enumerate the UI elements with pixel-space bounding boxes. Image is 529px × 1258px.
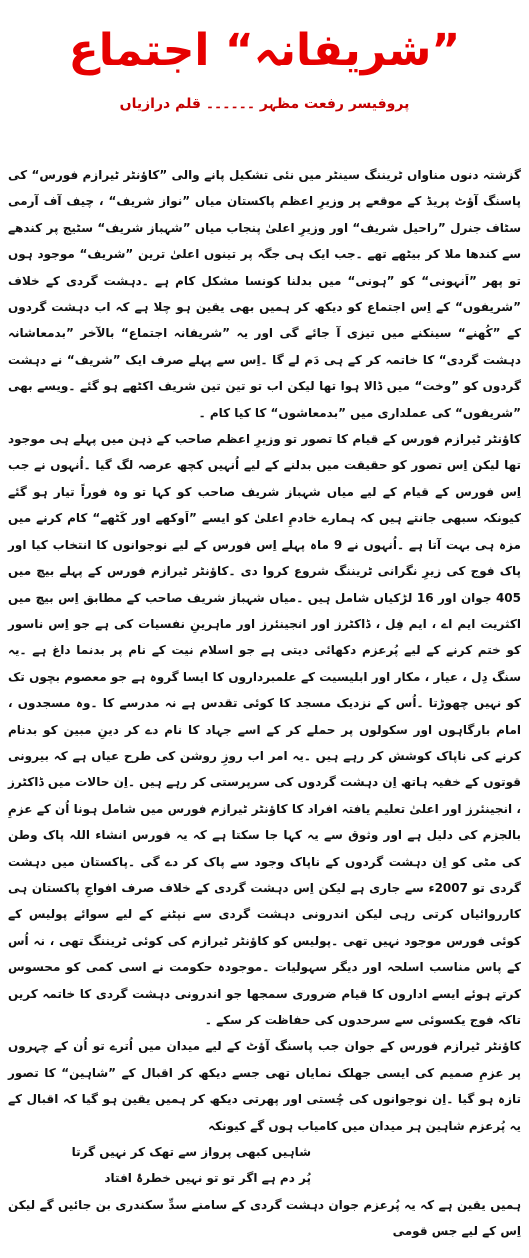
article-closing <box>8 1192 521 1245</box>
poetry-verse <box>8 1139 521 1192</box>
article-body <box>8 162 521 1139</box>
article-paragraph: کاؤنٹر ٹیرازم فورس کے جوان جب پاسنگ آؤٹ کے لیے میدان میں اُترے تو اُن کے چہروں پر عزمِ صمیم کی ایسی جھلک نمایاں تھی جسے دیکھ کر اقبال کے ”شاہین“ کا تصور تازہ ہو گیا ۔اِن نوجوانوں کی چُستی اور پھرتی دیکھ کر ہمیں یقین ہو گیا کہ اقبال کے یہ پُرعزم شاہین ہر میدان میں کامیاب ہوں گے کیونکہ <box>8 1039 521 1133</box>
article-paragraph: ہمیں یقین ہے کہ یہ پُرعزم جوان دہشت گردی کے سامنے سدِّ سکندری بن جائیں گے لیکن اِس کے لیے جس قومی <box>8 1197 521 1239</box>
author-byline: پروفیسر رفعت مظہر ۔۔۔۔۔۔ قلم درازیاں <box>119 96 410 112</box>
verse-line: شاہیں کبھی پرواز سے تھک کر نہیں گرتا <box>71 1145 311 1160</box>
article-paragraph: گزشتہ دنوں مناواں ٹریننگ سینٹر میں نئی تشکیل پانے والی ”کاؤنٹر ٹیرازم فورس“ کی پاسنگ آؤٹ پریڈ کے موقعے پر وزیرِ اعظم پاکستان میاں ”نواز شریف“ ، چیف آف آرمی سٹاف جنرل ”راحیل شریف“ اور وزیرِ اعلیٰ پنجاب میاں ”شہباز شریف“ سٹیج پر کندھے سے کندھا ملا کر بیٹھے تھے ۔جب ایک ہی جگہ پر تینوں اعلیٰ ترین ”شریف“ موجود ہوں تو پھر ”اَنہونی“ کو ”ہونی“ میں بدلنا کونسا مشکل کام ہے ۔دہشت گردی کے خلاف ”شریفوں“ کے اِس اجتماع کو دیکھ کر ہمیں بھی یقین ہو چلا ہے کہ اب دہشت گردوں کے ”کُھنے“ سینکنے میں تیزی آ جائے گی اور یہ ”شریفانہ اجتماع“ بالآخر ”بدمعاشانہ دہشت گردی“ کا خاتمہ کر کے ہی دَم لے گا ۔اِس سے پہلے صرف ایک ”شریف“ نے دہشت گردوں کو ”وخت“ میں ڈالا ہوا تھا لیکن اب تو تین تین شریف اکٹھے ہو گئے ۔ویسے بھی ”شریفوں“ کی عملداری میں ”بدمعاشوں“ کا کیا کام ۔ <box>8 168 521 420</box>
article-title: ”شریفانہ“ اجتماع <box>68 25 461 76</box>
article-paragraph: کاؤنٹر ٹیرازم فورس کے قیام کا تصور تو وزیرِ اعظم صاحب کے ذہن میں پہلے ہی موجود تھا لیکن اِس تصور کو حقیقت میں بدلنے کے لیے اُنہیں کچھ عرصہ لگ گیا ۔اُنہوں نے جب اِس فورس کے قیام کے لیے میاں شہباز شریف صاحب کو کہا تو وہ فوراً تیار ہو گئے کیونکہ سبھی جانتے ہیں کہ ہمارے خادمِ اعلیٰ کو ایسے ”اَوکھے اور کَٹھے“ کام کرنے میں مزہ ہی بہت آتا ہے ۔اُنہوں نے 9 ماہ پہلے اِس فورس کے لیے نوجوانوں کا انتخاب کیا اور پاک فوج کی زیرِ نگرانی ٹریننگ شروع کروا دی ۔کاؤنٹر ٹیرازم فورس کے پہلے بیچ میں 405 جوان اور 16 لڑکیاں شامل ہیں ۔میاں شہباز شریف صاحب کے مطابق اِس بیچ میں اکثریت ایم اے ، ایم فِل ، ڈاکٹرز اور انجینئرز اور ماہرینِ نفسیات کی ہے جو اِس ناسور کو ختم کرنے کے لیے پُرعزم دکھائی دیتی ہے جو اسلام نیت کے نام پر بدنما داغ ہے ۔یہ سنگ دِل ، عیار ، مکار اور ابلیسیت کے علمبرداروں کا ایسا گروہ ہے جو معصوم بچوں تک کو نہیں چھوڑتا ۔اُس کے نزدیک مسجد کا کوئی تقدس ہے نہ مدرسے کا ۔وہ مسجدوں ، امام بارگاہوں اور سکولوں پر حملے کر کے اسے جہاد کا نام دے کر دینِ مبین کو بدنام کرنے کی ناپاک کوشش کر رہے ہیں ۔یہ امر اب روزِ روشن کی طرح عیاں ہے کہ بیرونی قوتوں کے خفیہ ہاتھ اِن دہشت گردوں کی سرپرستی کر رہے ہیں ۔اِن حالات میں ڈاکٹرز ، انجینئرز اور اعلیٰ تعلیم یافتہ افراد کا کاؤنٹر ٹیرازم فورس میں شامل ہونا اُن کے عزمِ بالجزم کی دلیل ہے اور وثوق سے یہ کہا جا سکتا ہے کہ یہ فورس انشاء اللہ پاک وطن کی مٹی کو اِن دہشت گردوں کے ناپاک وجود سے پاک کر دے گی ۔پاکستان میں دہشت گردی تو 2007ء سے جاری ہے لیکن اِس دہشت گردی کے خلاف صرف افواجِ پاکستان ہی کارروائیاں کرتی رہی لیکن اندرونی دہشت گردی سے نپٹنے کے لیے سوائے پولیس کے کوئی فورس موجود نہیں تھی ۔پولیس کو کاؤنٹر ٹیرازم کی کوئی ٹریننگ تھی ، نہ اُس کے پاس مناسب اسلحہ اور دیگر سہولیات ۔موجودہ حکومت نے اسی کمی کو محسوس کرتے ہوئے ایسے اداروں کا قیام ضروری سمجھا جو اندرونی دہشت گردی کا خاتمہ کریں تاکہ فوج یکسوئی سے سرحدوں کی حفاظت کر سکے ۔ <box>8 432 521 1027</box>
verse-line: پُر دم ہے اگر تو تو نہیں خطرۂ افتاد <box>104 1171 311 1186</box>
